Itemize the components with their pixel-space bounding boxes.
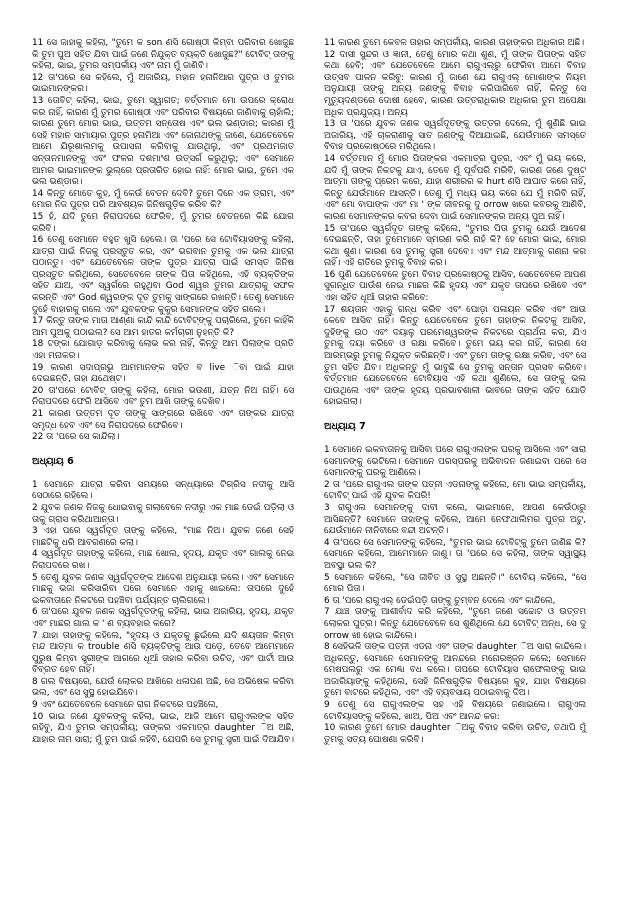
- verse-paragraph: 12 ଦାସୀ ସୁନ୍ଦର ଓ ଜ୍ଞାନୀ, ତେଣୁ ମୋର କଥା ଶୁଣ, ମୁଁ ତାଙ୍କ ପିତାଙ୍କ ସହିତ କଥା ହେବି; ଏବଂ ଯେତେବେଳେ ଆମେ ରାଗୁଏଲ୍‌ରୁ ଫେରିବା ଆମେ ବିବାହ ଉତ୍ସବ ପାଳନ କରିବୁ: କାରଣ ମୁଁ ଜାଣେ ଯେ ରାଗୁଏଲ୍ ମୋଶାଙ୍କ ନିୟମ ଅନୁଯାୟୀ ତାଙ୍କୁ ଅନ୍ୟ ଜଣଙ୍କୁ ବିବାହ କରିପାରିବେ ନାହିଁ, କିନ୍ତୁ ସେ ମୃତ୍ୟୁଦଣ୍ଡରେ ଦୋଷୀ ହେବେ, କାରଣ ଉତ୍ତରାଧିକାର ଅଧିକାର ତୁମ ଅପେକ୍ଷା ଅଧିକ ପ୍ରଯୁଜ୍ୟ। ଅନ୍ୟ: [324, 49, 589, 118]
- verse-paragraph: 11 ସେ ଜାହାକୁ କହିଲା, "ତୁମେ କ son ଣସି ଗୋଷ୍ଠୀ କିମ୍ବା ପରିବାର ଖୋଜୁଛ କି ତୁମ ପୁଅ ସହିତ ଯିବା ପାଇଁ ଜଣେ ନିଯୁକ୍ତ ବ୍ୟକ୍ତି ଖୋଜୁଛ?" ଟୋବିଟ୍ ତାଙ୍କୁ କହିଲା, ଭାଇ, ତୁମର ସମ୍ପର୍କୀୟ ଏବଂ ନାମ ମୁଁ ଜାଣିବି।: [32, 38, 297, 72]
- verse-paragraph: 15 ତା'ପରେ ସ୍ୱର୍ଗଦୂତ ତାଙ୍କୁ କହିଲେ, "ତୁମର ପିତା ତୁମକୁ ଯେଉଁ ଆଦେଶ ଦେଇଛନ୍ତି, ତାହା ତୁମେମାନେ ସ୍ମରଣ କରି ନାହଁ କି? ହେ ମୋର ଭାଇ, ମୋର କଥା ଶୁଣ। କାରଣ ସେ ତୁମକୁ ସ୍ତ୍ରୀ ଦେବେ। ଏବଂ ମନ୍ଦ ଆତ୍ମାକୁ ଗଣନା କର ନାହିଁ। ଏହି ରାତିରେ ତୁମକୁ ବିବାହ କର।: [324, 223, 589, 269]
- verse-paragraph: 1 ସେମାନେ ଇକବାତାନକୁ ଆସିବା ପରେ ରାଗୁଏଲଙ୍କ ଘରକୁ ଆସିଲେ ଏବଂ ସାରା ସେମାନଙ୍କୁ ଭେଟିଲେ। ସେମାନେ ପରସ୍ପରକୁ ଅଭିବାଦନ ଜଣାଇବା ପରେ ସେ ସେମାନଙ୍କୁ ଘରକୁ ଆଣିଲେ।: [324, 445, 589, 479]
- verse-paragraph: 13 ତା 'ପରେ ଯୁବକ ଜଣକ ସ୍ୱର୍ଗଦୂତଙ୍କୁ ଉତ୍ତର ଦେଲେ, ମୁଁ ଶୁଣିଛି ଭାଇ ଅଜାରିୟ, ଏହି ଚାକରାଣୀକୁ ସାତ ଜଣଙ୍କୁ ଦିଆଯାଇଛି, ଯେଉଁମାନେ ସମସ୍ତେ ବିବାହ ପ୍ରକୋଷ୍ଠରେ ମରିଥିଲେ।: [324, 119, 589, 153]
- verse-paragraph: 7 ଯାଞ୍ଚ ତାଙ୍କୁ ଆଶୀର୍ବାଦ କରି କହିଲେ, "ତୁମେ ଜଣେ ସଚ୍ଚୋଟ ଓ ଉତ୍ତମ ଲୋକର ପୁତ୍ର। କିନ୍ତୁ ଯେତେବେଳେ ସେ ଶୁଣିଥିଲେ ଯେ ଟୋବିଟ୍ ଅନ୍ଧ, ସେ ଦୁ orrow ଖୀ ହୋଇ କାନ୍ଦିଲେ।: [324, 607, 589, 641]
- verse-paragraph: 17 ଶୟତାନ ଏହାକୁ ଗନ୍ଧ କରିବ ଏବଂ ପୋଡ଼ା ପଳାୟନ କରିବ ଏବଂ ଆଉ କେବେ ଆସିବ ନାହିଁ। କିନ୍ତୁ ଯେତେବେଳେ ତୁମେ ତାହାଙ୍କ ନିକଟକୁ ଆସିବ, ଦୁହିଙ୍କୁ ଉଠ ଏବଂ ଦୟାଳୁ ପରମେଶ୍ୱରଙ୍କ ନିକଟରେ ପ୍ରାର୍ଥନା କର, ଯିଏ ତୁମକୁ ଦୟା କରିବେ ଓ ରକ୍ଷା କରିବେ। ତୁମେ ଭୟ କର ନାହିଁ, କାରଣ ସେ ଆରମ୍ଭରୁ ତୁମକୁ ନିଯୁକ୍ତ କରିଛନ୍ତି। ଏବଂ ତୁମେ ତାଙ୍କୁ ରକ୍ଷା କରିବ, ଏବଂ ସେ ତୁମ ସହିତ ଯିବ। ଅଧିକନ୍ତୁ ମୁଁ ଭାବୁଛି ସେ ତୁମକୁ ସନ୍ତାନ ପ୍ରସବ କରିବେ। ବର୍ତ୍ତମାନ ଯେତେବେଳେ ଟୋବିୟାସ ଏହି କଥା ଶୁଣିଲେ, ସେ ତାଙ୍କୁ ଭଲ ପାଉଥିଲେ ଏବଂ ତାଙ୍କ ହୃଦୟ ପ୍ରଭାବଶାଳୀ ଭାବରେ ତାଙ୍କ ସହିତ ଯୋଡି ହୋଇଗଲା।: [324, 304, 589, 408]
- verse-paragraph: 18 ଟଙ୍କା ଯୋଗାଡ଼ କରିବାକୁ ଲୋଭ କର ନାହିଁ, କିନ୍ତୁ ଆମ ପିଲାଙ୍କ ପ୍ରତି ଏହା ମନାକର।: [32, 339, 297, 362]
- verse-paragraph: 17 କିନ୍ତୁ ତାଙ୍କ ମାତା ଆଣ୍ଣା କାନ୍ଦି କାନ୍ଦି ଟୋବିଟ୍‌ଙ୍କୁ ପଚାରିଲେ, ତୁମେ କାହିଁକି ଆମ ପୁଅକୁ ପଠାଇଲ? ସେ ଆମ ହାତର କର୍ମଚାରୀ ନୁହନ୍ତି କି?: [32, 316, 297, 338]
- verse-paragraph: 19 କାରଣ ସଦାପ୍ରଭୁ ଆମମାନଙ୍କ ସହିତ ବ live ିବା ପାଇଁ ଯାହା ଦେଇଛନ୍ତି, ତାହା ଯଥେଷ୍ଟ।: [32, 362, 297, 385]
- right-column: [324, 38, 589, 746]
- chapter-heading: ଅଧ୍ୟାୟ 6: [32, 455, 74, 467]
- chapter-heading: ଅଧ୍ୟାୟ 7: [324, 421, 366, 432]
- verse-paragraph: 9 ତେଣୁ ସେ ରାଗୁଏଲଙ୍କ ସହ ଏହି ବିଷୟରେ ଜଣାଇଲେ। ରାଗୁଏଲ ଟୋବିୟାସଙ୍କୁ କହିଲେ, ଖାଅ, ପିଅ ଏବଂ ଆନନ୍ଦ କର:: [324, 700, 589, 722]
- verse-paragraph: 21 କାରଣ ଉତ୍ତମ ଦୂତ ତାଙ୍କୁ ସାଙ୍ଗରେ ରଖିବେ ଏବଂ ତାଙ୍କର ଯାତ୍ରା ସମୃଦ୍ଧ ହେବ ଏବଂ ସେ ନିରାପଦରେ ଫେରିବେ।: [32, 409, 297, 431]
- verse-paragraph: 20 ତା'ପରେ ଟୋବିଟ୍ ତାଙ୍କୁ କହିଲା, ମୋର ଭଉଣୀ, ଯତ୍ନ ନିଅ ନାହିଁ। ସେ ନିରାପଦରେ ଫେରି ଆସିବେ ଏବଂ ତୁମ ଆଖି ତାଙ୍କୁ ଦେଖିବ।: [32, 385, 297, 408]
- verse-paragraph: 5 ତେଣୁ ଯୁବକ ଜଣକ ସ୍ୱର୍ଗଦୂତଙ୍କ ଆଦେଶ ଅନୁଯାୟୀ କଲେ। ଏବଂ ସେମାନେ ମାଛକୁ ଭଜା କରିସାରିବା ପରେ ସେମାନେ ଏହାକୁ ଖାଇଲେ: ତାପରେ ଦୁହେଁ ଇକବାତାନେ ନିକଟରେ ପହଞ୍ଚିବା ପର୍ଯ୍ୟନ୍ତ ଚାଲିଗଲେ।: [32, 572, 297, 606]
- verse-list: [324, 445, 589, 746]
- verse-paragraph: 14 ବର୍ତ୍ତମାନ ମୁଁ ମୋର ପିତାଙ୍କର ଏକମାତ୍ର ପୁତ୍ର, ଏବଂ ମୁଁ ଭୟ କରେ, ଯଦି ମୁଁ ତାଙ୍କ ନିକଟକୁ ଯାଏ, ତେବେ ମୁଁ ପୂର୍ବପରି ମରିବି, କାରଣ ଜଣେ ଦୁଷ୍ଟ ଆତ୍ମା ତାଙ୍କୁ ପ୍ରେମ କରେ, ଯାହା ଶରୀରର କ hurt ଣସି ଆଘାତ କରେ ନାହିଁ, କିନ୍ତୁ ଯେଉଁମାନେ ଆସନ୍ତି। ତେଣୁ ମୁଁ ମଧ୍ୟ ଭୟ କରେ ଯେ ମୁଁ ମରିବି ନାହିଁ, ଏବଂ ମୋ ବାପାଙ୍କ ଏବଂ ମା ' ଙ୍କ ଜୀବନକୁ ଦୁ orrow ଖରେ କବରକୁ ଆଣିବି, କାରଣ ସେମାନଙ୍କର କବର ଦେବା ପାଇଁ ସେମାନଙ୍କର ଅନ୍ୟ ପୁଅ ନାହିଁ।: [324, 153, 589, 222]
- verse-paragraph: 5 ସେମାନେ କହିଲେ, "ସେ ଜୀବିତ ଓ ସୁସ୍ଥ ଅଛନ୍ତି।" ଟୋବିୟ କହିଲେ, "ସେ ମୋର ପିତା।: [324, 572, 589, 595]
- verse-paragraph: 10 କାରଣ ତୁମେ ମୋର daughter ିଅକୁ ବିବାହ କରିବା ଉଚିତ୍, ତଥାପି ମୁଁ ତୁମକୁ ସତ୍ୟ ଘୋଷଣା କରିବି।: [324, 723, 589, 745]
- verse-paragraph: 8 ସେହିଭଳି ତାଙ୍କ ପତ୍ନୀ ଏଡନା ଏବଂ ତାଙ୍କ daughter ିଅ ସାରା କାନ୍ଦିଲେ। ଅଧିକନ୍ତୁ, ସେମାନେ ସେମାନଙ୍କୁ ଆନନ୍ଦରେ ମନୋରଞ୍ଜନ କଲେ; ସେମାନେ ମେଷପଲରୁ ଏକ ମେଣ୍ଢା ବଧ କଲେ। ତାପରେ ଟୋବିୟାସ ରାଫେଲଙ୍କୁ ଭାଇ ଅଜାରିୟାଙ୍କୁ କହିଥିଲେ, ସେହି ଜିନିଷଗୁଡ଼ିକ ବିଷୟରେ କୁହ, ଯାହା ବିଷୟରେ ତୁମେ ବାଟରେ କହିଥିଲ, ଏବଂ ଏହି ବ୍ୟବସାୟ ପଠାଇବାକୁ ଦିଅ।: [324, 642, 589, 699]
- verse-paragraph: 6 ତା 'ପରେ ରାଗୁଏଲ୍ ଡେଇଁପଡ଼ି ତାଙ୍କୁ ଚୁମ୍ବନ ଦେଲେ ଏବଂ କାନ୍ଦିଲେ,: [324, 595, 556, 606]
- verse-paragraph: 9 ଏବଂ ଯେତେବେଳେ ସେମାନେ ରାଗ ନିକଟରେ ପହଞ୍ଚିଲେ,: [32, 700, 219, 711]
- left-column: [32, 38, 297, 746]
- verse-list: [32, 479, 297, 747]
- verse-paragraph: 3 ରାଗୁଏଲ ସେମାନଙ୍କୁ ଦାବୀ କଲେ, ଭାଇମାନେ, ଆପଣ କେଉଁଠାରୁ ଆସିଛନ୍ତି? ସେମାନେ ତାହାଙ୍କୁ କହିଲେ, ଆମେ ନେଫଥାଲିମର ପୁତ୍ର ଅଟୁ, ଯେଉଁମାନେ ନୀନିବୀରେ ବନ୍ଦୀ ଅଟନ୍ତି।: [324, 502, 589, 537]
- verse-paragraph: 7 ଯାହା ତାହାଙ୍କୁ କହିଲେ, "ହୃଦୟ ଓ ଯକୃତକୁ ଛୁଇଁଲେ ଯଦି ଶୟତାନ କିମ୍ବା ମନ୍ଦ ଆତ୍ମା କ trouble ଣସି ବ୍ୟକ୍ତିଙ୍କୁ ଆଉ ପଡ଼େ, ତେବେ ଆମେମାନେ ପୁରୁଷ କିମ୍ବା ସ୍ତ୍ରୀଙ୍କ ଆଗରେ ଧୂଆଁ ତାହାର କରିବା ଉଚିତ୍, ଏବଂ ପାର୍ଟୀ ଆଉ ବିବ୍ରତ ହେବ ନାହିଁ।: [32, 630, 297, 676]
- verse-paragraph: 10 ଭାଇ ଜଣେ ଯୁବକଙ୍କୁ କହିଲା, ଭାଇ, ଆଜି ଆମେ ରାଗୁଏଲଙ୍କ ସହିତ ରହିବୁ, ଯିଏ ତୁମର ସମ୍ପର୍କୀୟ; ତାଙ୍କର ଏକମାତ୍ର daughter ିଅ ଅଛି, ଯାହାର ନାମ ସାରା; ମୁଁ ତୁମ ପାଇଁ କହିବି, ଯେପରି ସେ ତୁମକୁ ସ୍ତ୍ରୀ ପାଇଁ ଦିଆଯିବ।: [32, 711, 297, 745]
- verse-paragraph: 3 ଏହା ପରେ ସ୍ୱର୍ଗଦୂତ ତାଙ୍କୁ କହିଲେ, "ମାଛ ନିଅ। ଯୁବକ ଜଣେ ସେହି ମାଛଟିକୁ ଧରି ଆବରଣରେ କଲା।: [32, 526, 297, 548]
- verse-paragraph: 2 ତା 'ପରେ ରାଗୁଏଲ ତାଙ୍କ ପତ୍ନୀ ଏଡନାଙ୍କୁ କହିଲେ, ମୋ ଭାଇ ସମ୍ପର୍କୀୟ, ଟୋବିଟ୍ ପାଇଁ ଏହି ଯୁବକ କିପରି!: [324, 479, 589, 502]
- verse-paragraph: 2 ଯୁବକ ଜଣକ ନିଜକୁ ଧୋଇବାକୁ ଗଲାବେଳେ ନଦୀରୁ ଏକ ମାଛ ଡେଇଁ ପଡ଼ିଲା ଓ ତାକୁ ଗ୍ରାସ କରିଥାଆନ୍ତା।: [32, 502, 297, 525]
- verse-paragraph: 4 ସ୍ୱର୍ଗଦୂତ ତାହାଙ୍କୁ କହିଲେ, ମାଛ ଖୋଲ, ହୃଦୟ, ଯକୃତ ଏବଂ ଗାଲକୁ ନେଇ ନିରାପଦରେ ରଖ।: [32, 549, 297, 571]
- verse-paragraph: 1 ସେମାନେ ଯାତ୍ରା କରିବା ସମୟରେ ସନ୍ଧ୍ୟାରେ ଟିଗ୍ରିସ ନଦୀକୁ ଆସି ସେଠାରେ ରହିଲେ।: [32, 479, 297, 502]
- verse-paragraph: 22 ତା 'ପରେ ସେ କାନ୍ଦିଲା।: [32, 432, 120, 443]
- verse-paragraph: 12 ତା'ପରେ ସେ କହିଲେ, ମୁଁ ଅଜାରିୟ, ମହାନ ହନାନିଆର ପୁତ୍ର ଓ ତୁମର ଭାଇମାନଙ୍କର।: [32, 72, 297, 95]
- verse-paragraph: 8 ଗଲ ବିଷୟରେ, ଯେଉଁ ଲୋକର ଆଖିରେ ଧଳାପଣ ଅଛି, ସେ ଅଭିଷେକ କରିବା ଭଲ, ଏବଂ ସେ ସୁସ୍ଥ ହୋଇଯିବେ।: [32, 676, 297, 699]
- verse-paragraph: 11 କାରଣ ତୁମେ କେବଳ ତାହାର ସମ୍ପର୍କୀୟ, କାରଣ ତାହାଙ୍କର ଅଧିକାର ଅଛି।: [324, 38, 585, 48]
- verse-paragraph: 6 ତା'ପରେ ଯୁବକ ଜଣକ ସ୍ୱର୍ଗଦୂତଙ୍କୁ କହିଲା, ଭାଇ ଅଜାରିୟ, ହୃଦୟ, ଯକୃତ ଏବଂ ମାଛର ଗାଲ କ ' ଣ ବ୍ୟବହାର କରେ?: [32, 607, 297, 629]
- verse-paragraph: 4 ତା'ପରେ ସେ ସେମାନଙ୍କୁ କହିଲେ, "ତୁମର ଭାଇ ଟୋବିଟ୍‌କୁ ତୁମେ ଜାଣିଛ କି? ସେମାନେ କହିଲେ, ଆମେମାନେ ଜାଣୁ। ତା 'ପରେ ସେ କହିଲା, ତାଙ୍କ ସ୍ୱାସ୍ଥ୍ୟ ଅବସ୍ଥା ଭଲ କି?: [324, 537, 589, 571]
- verse-paragraph: 16 ତେଣୁ ସେମାନେ ବହୁତ ଖୁସି ହେଲେ। ତା 'ପରେ ସେ ଟୋବିୟାସଙ୍କୁ କହିଲା, ଯାତ୍ରା ପାଇଁ ନିଜକୁ ପ୍ରସ୍ତୁତ କର, ଏବଂ ଭଗବାନ ତୁମକୁ ଏକ ଭଲ ଯାତ୍ରା ପଠାନ୍ତୁ। ଏବଂ ଯେତେବେଳେ ତାଙ୍କ ପୁତ୍ର ଯାତ୍ରା ପାଇଁ ସମସ୍ତ ଜିନିଷ ପ୍ରସ୍ତୁତ କରିଥିଲେ, ସେତେବେଳେ ତାଙ୍କ ପିତା କହିଥିଲେ, ଏହି ବ୍ୟକ୍ତିଙ୍କ ସହିତ ଯାଅ, ଏବଂ ସ୍ୱର୍ଗରେ ରହୁଥିବା God ଶ୍ୱର ତୁମର ଯାତ୍ରାକୁ ସଫଳ କରନ୍ତି ଏବଂ God ଶ୍ୱରଙ୍କ ଦୂତ ତୁମକୁ ସାଙ୍ଗରେ ରଖନ୍ତି। ତେଣୁ ସେମାନେ ଦୁହେଁ ବାହାରକୁ ଗଲେ ଏବଂ ଯୁବକଙ୍କ କୁକୁର ସେମାନଙ୍କ ସହିତ ଗଲେ।: [32, 235, 297, 315]
- verse-list: [32, 38, 297, 444]
- verse-paragraph: 16 ପୁଣି ଯେତେବେଳେ ତୁମେ ବିବାହ ପ୍ରକୋଷ୍ଠକୁ ଆସିବ, ସେତେବେଳେ ଆପଣ ସୁଗନ୍ଧିତ ପାଉଁଶ ନେଇ ମାଛର କିଛି ହୃଦୟ ଏବଂ ଯକୃତ ତାପରେ ରଖିବେ ଏବଂ ଏହା ସହିତ ଧୂଆଁ ତାହାର କରିବେ:: [324, 269, 589, 304]
- verse-paragraph: 14 କିନ୍ତୁ ମୋତେ କୁହ, ମୁଁ କେଉଁ ବେତନ ଦେବି? ତୁମେ ଦିନେ ଏକ ଡ୍ରାମ, ଏବଂ ମୋର ନିଜ ପୁତ୍ର ପରି ଆବଶ୍ୟକ ଜିନିଷଗୁଡ଼ିକ କରିବ କି?: [32, 188, 297, 211]
- verse-paragraph: 13 ତୋବିଟ୍ କହିଲା, ଭାଇ, ତୁମେ ସ୍ୱାଗତ; ବର୍ତ୍ତମାନ ମୋ ଉପରେ କ୍ରୋଧ କର ନାହିଁ, କାରଣ ମୁଁ ତୁମର ଗୋଷ୍ଠୀ ଏବଂ ପରିବାର ବିଷୟରେ ଜାଣିବାକୁ ଚାହାଁଲି; କାରଣ ତୁମେ ମୋର ଭାଇ, ଉତ୍ତମ ସନ୍ତୋଷ ଏବଂ ଭଲ ଭଣ୍ଡାର; କାରଣ ମୁଁ ସେହି ମହାନ ସାମାୟାର ପୁତ୍ର ହନାମିଆ ଏବଂ ଜୋନାଥଙ୍କୁ ଜାଣେ, ଯେତେବେଳେ ଆମେ ଯିରୂଶାଲମକୁ ଉପାସନା କରିବାକୁ ଯାଉଥିଲୁ, ଏବଂ ପ୍ରଥମଜାତ ସନ୍ତାନମାନଙ୍କୁ ଏବଂ ଫଳର ଦଶମାଂଶ ଉତ୍ସର୍ଗ କରୁଥିଲୁ; ଏବଂ ସେମାନେ ଆମର ଭାଇମାନଙ୍କ ଭୁଲ୍‌ରେ ପ୍ରତାରିତ ହୋଇ ନାହିଁ: ମୋର ଭାଇ, ତୁମେ ଏକ ଭଲ ଭଣ୍ଡାର।: [32, 95, 297, 188]
- verse-paragraph: 15 ହଁ, ଯଦି ତୁମେ ନିରାପଦରେ ଫେରିବ, ମୁଁ ତୁମର ବେତନରେ କିଛି ଯୋଗ କରିବି।: [32, 211, 297, 234]
- verse-list: [324, 38, 589, 409]
